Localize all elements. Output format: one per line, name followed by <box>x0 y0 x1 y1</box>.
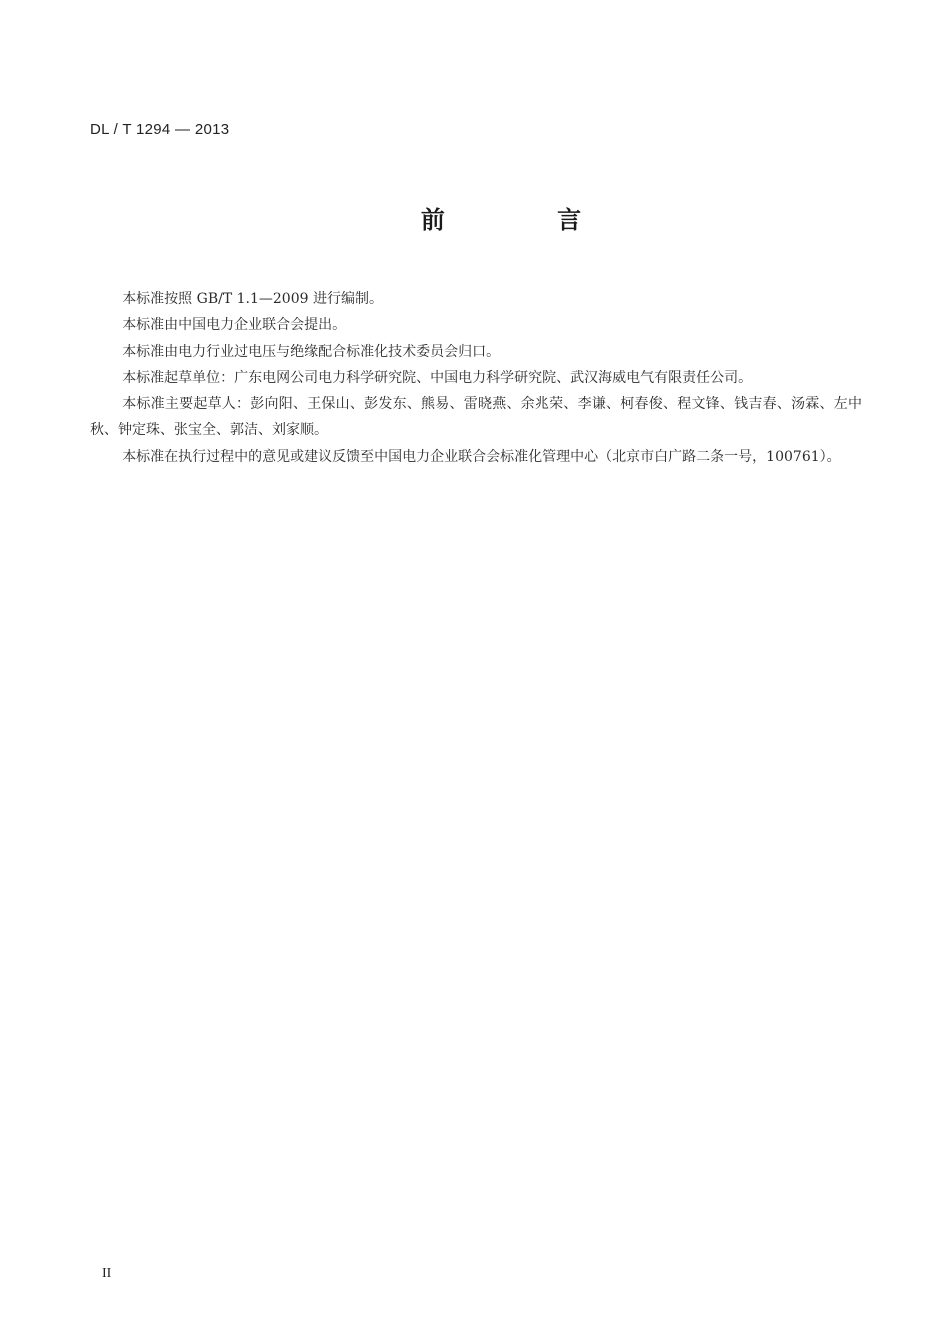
paragraph-drafting-units: 本标准起草单位：广东电网公司电力科学研究院、中国电力科学研究院、武汉海威电气有限责任公司。 <box>122 369 753 386</box>
paragraph-proposer: 本标准由中国电力企业联合会提出。 <box>122 317 347 334</box>
paragraph-committee: 本标准由电力行业过电压与绝缘配合标准化技术委员会归口。 <box>122 343 501 360</box>
page-number: II <box>102 1266 112 1281</box>
paragraph-feedback: 本标准在执行过程中的意见或建议反馈至中国电力企业联合会标准化管理中心（北京市白广路二条一号，100761）。 <box>122 448 841 465</box>
foreword-body <box>90 286 862 470</box>
paragraph-drafting-rules: 本标准按照 GB/T 1.1—2009 进行编制。 <box>122 291 383 307</box>
standard-code: DL / T 1294 — 2013 <box>90 121 230 138</box>
page-title: 前 言 <box>420 206 634 234</box>
paragraph-drafters: 本标准主要起草人：彭向阳、王保山、彭发东、熊易、雷晓燕、余兆荣、李谦、柯春俊、程文锋、钱吉春、汤霖、左中秋、钟定珠、张宝全、郭洁、刘家顺。 <box>90 396 862 439</box>
